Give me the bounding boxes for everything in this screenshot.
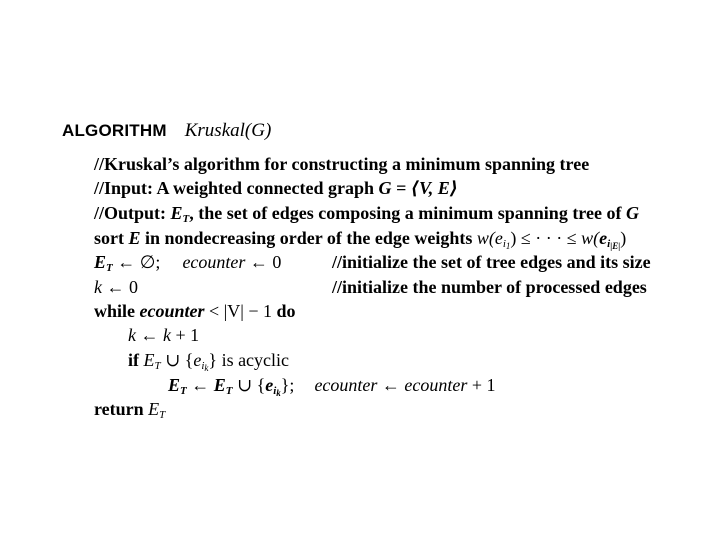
update-line: $E_T$ ← $E_T$ ∪ $\{e_{i_k}\}$; ecounter ← ecounter + 1 — [168, 375, 496, 398]
if-line: if $E_T$ ∪ $\{e_{i_k}\}$ is acyclic — [128, 350, 290, 373]
sort-line: sort E in nondecreasing order of the edge weights $w(e_{i_1})$ ≤ · · · ≤ $w(e_{i_{|E|}})$ — [94, 228, 627, 251]
increment-k-line: k ← k + 1 — [128, 325, 200, 345]
algorithm-header — [62, 120, 271, 146]
while-line: while ecounter < |V| − 1 do — [94, 301, 296, 321]
comment-output: //Output: $E_T$, the set of edges composing a minimum spanning tree of G — [94, 203, 639, 225]
init-comment: //initialize the set of tree edges and its size — [332, 252, 651, 272]
init-line: $E_T$ ← ∅; ecounter ← 0 — [94, 252, 282, 274]
comment-purpose: //Kruskal’s algorithm for constructing a minimum spanning tree — [94, 154, 590, 174]
init-k-line: k ← 0 — [94, 277, 138, 297]
algorithm-keyword: ALGORITHM — [62, 121, 167, 140]
return-line: return $E_T$ — [94, 399, 166, 421]
comment-input: //Input: A weighted connected graph G = ⟨V, E⟩ — [94, 178, 458, 198]
algorithm-name: Kruskal(G) — [184, 120, 272, 141]
init-k-comment: //initialize the number of processed edges — [332, 277, 647, 297]
